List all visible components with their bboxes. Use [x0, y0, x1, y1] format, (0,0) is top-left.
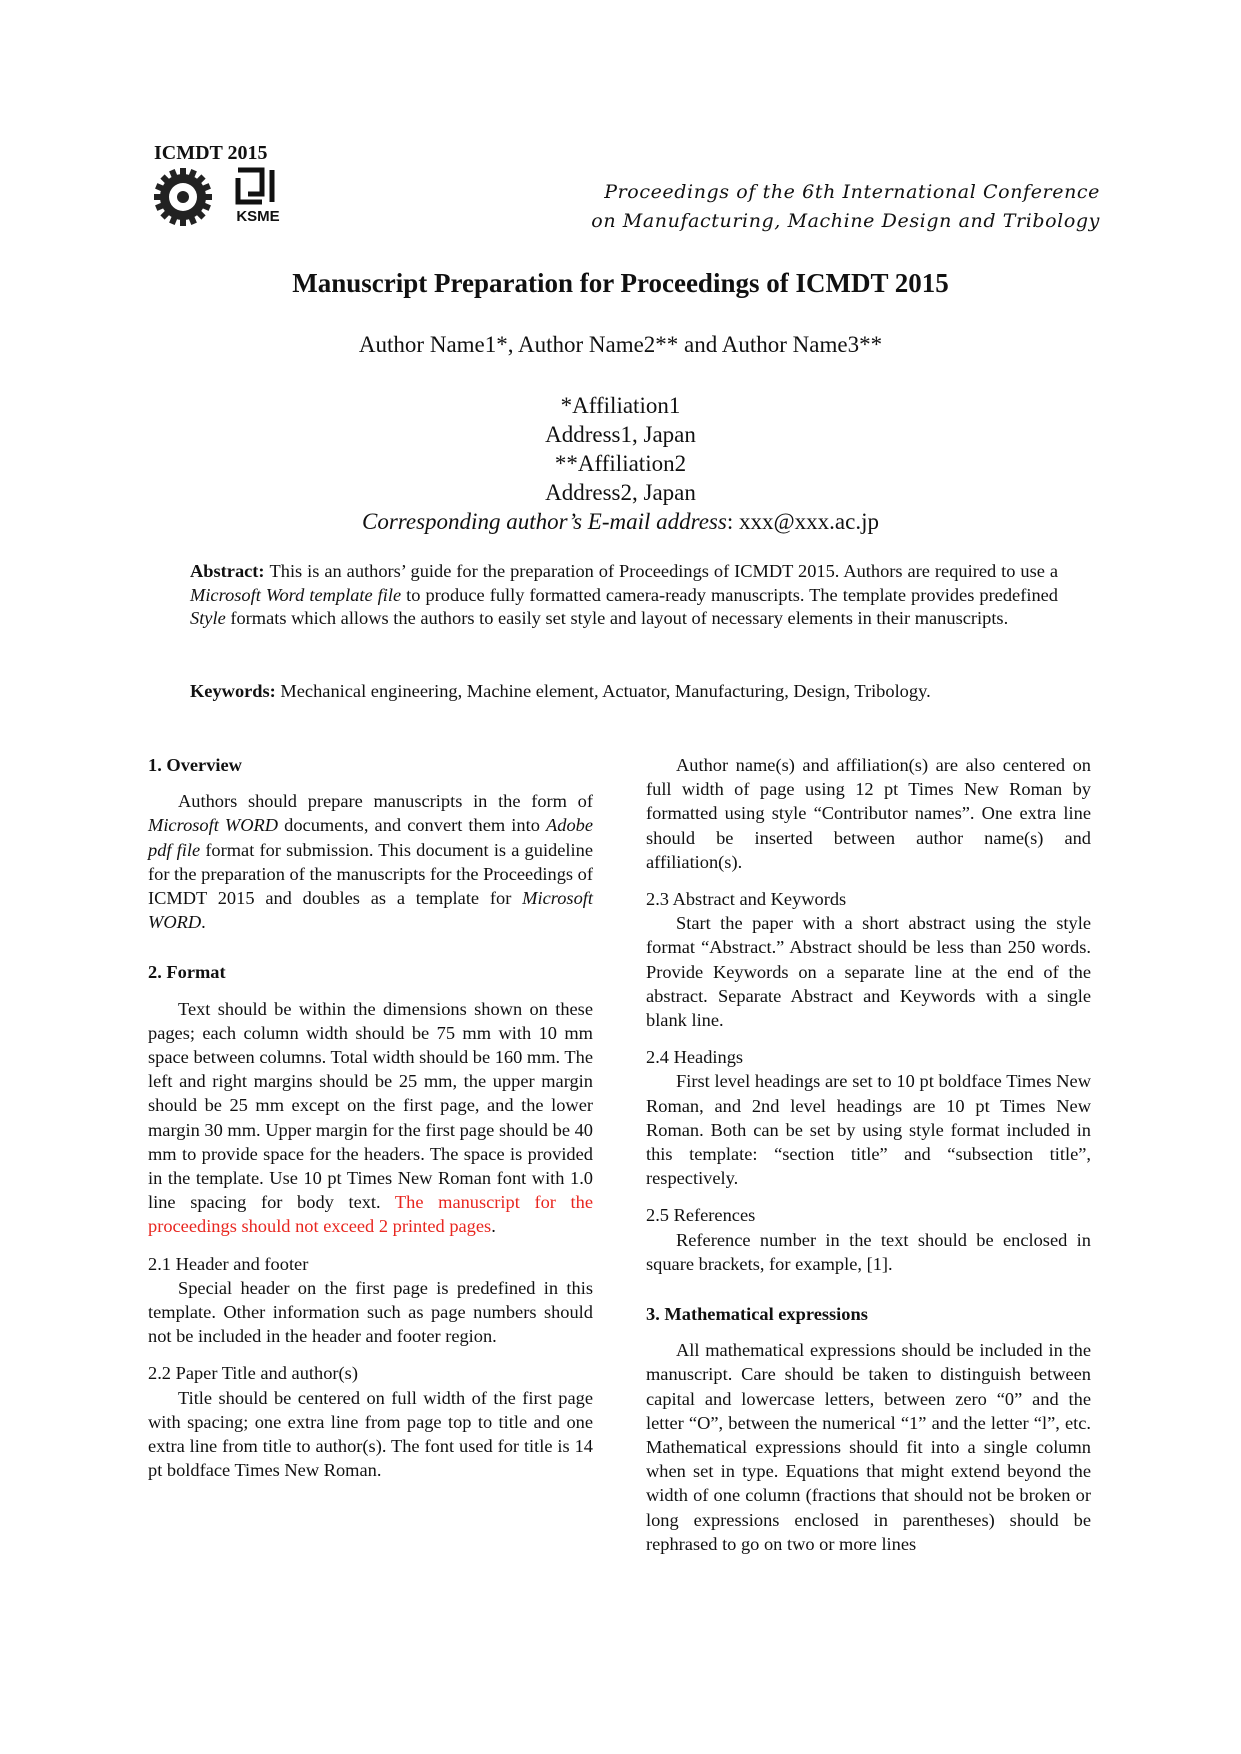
keywords-label: Keywords: — [190, 681, 281, 701]
abstract-text-1: This is an authors’ guide for the preparation of Proceedings of ICMDT 2015. Authors are required to use a — [269, 561, 1058, 581]
corresponding-email — [0, 507, 1241, 536]
subsection-title-headings: 2.4 Headings — [646, 1047, 744, 1068]
math-paragraph: All mathematical expressions should be included in the manuscript. Care should be taken to distinguish between capital and lowercase letters, between zero “0” and the letter “O”, between the numerical “1” and the letter “l”, etc. Mathematical expressions should fit into a single column when set in type. Equations that might extend beyond the width of one column (fractions that should not be broken or long expressions enclosed in parentheses) should be rephrased to go on two or more lines — [646, 1340, 1091, 1554]
page-limit-note: The manuscript for the proceedings should not exceed 2 printed pages — [148, 1192, 593, 1237]
abstract-text-3: formats which allows the authors to easily set style and layout of necessary elements in their manuscripts. — [225, 608, 1009, 628]
overview-paragraph: Authors should prepare manuscripts in the form of Microsoft WORD documents, and convert them into Adobe pdf file format for submission. This document is a guideline for the preparation of the manuscripts for the Proceedings of ICMDT 2015 and doubles as a template for Microsoft WORD. — [148, 791, 594, 933]
conference-tag: ICMDT 2015 — [154, 142, 268, 164]
abstract-label: Abstract: — [190, 561, 270, 581]
address-2: Address2, Japan — [545, 480, 696, 505]
proceedings-header — [560, 178, 1100, 236]
logo-group — [152, 166, 288, 228]
section-title-format: 2. Format — [148, 962, 226, 983]
headings-paragraph: First level headings are set to 10 pt boldface Times New Roman, and 2nd level headings are 10 pt Times New Roman. Both can be set by using style format included in this template: “section title” and “subsection title”, respectively. — [646, 1071, 1091, 1189]
keywords — [190, 680, 1058, 704]
section-title-overview: 1. Overview — [148, 755, 242, 775]
address-1: Address1, Japan — [545, 422, 696, 447]
affiliations — [0, 391, 1241, 536]
author-names-paragraph: Author name(s) and affiliation(s) are also centered on full width of page using 12 pt Times New Roman by formatted using style “Contributor names”. One extra line should be inserted between author name(s) and affiliation(s). — [646, 755, 1091, 872]
abstract-keywords-paragraph: Start the paper with a short abstract using the style format “Abstract.” Abstract should be less than 250 words. Provide Keywords on a separate line at the end of the abstract. Separate Abstract and Keywords with a single blank line. — [646, 913, 1091, 1031]
subsection-title-paper-title: 2.2 Paper Title and author(s) — [148, 1363, 358, 1384]
subsection-title-abstract: 2.3 Abstract and Keywords — [646, 889, 847, 910]
format-paragraph: Text should be within the dimensions shown on these pages; each column width should be 75 mm with 10 mm space between columns. Total width should be 160 mm. The left and right margins should be 25 mm, the upper margin should be 25 mm except on the first page, and the lower margin 30 mm. Upper margin for the first page should be 40 mm to provide space for the headers. The space is provided in the template. Use 10 pt Times New Roman font with 1.0 line spacing for body text. The manuscript for the proceedings should not exceed 2 printed pages. — [148, 998, 593, 1237]
paper-title: Manuscript Preparation for Proceedings of ICMDT 2015 — [292, 268, 949, 298]
proceedings-line-2: on Manufacturing, Machine Design and Tribology — [591, 210, 1100, 232]
proceedings-line-1: Proceedings of the 6th International Conference — [604, 181, 1100, 203]
subsection-title-header-footer: 2.1 Header and footer — [148, 1253, 309, 1274]
left-column — [148, 753, 593, 1482]
jsme-logo — [152, 166, 214, 228]
svg-text:KSME: KSME — [236, 208, 280, 224]
email-label: Corresponding author’s E-mail address — [362, 509, 727, 534]
abstract-emph-2: Style — [190, 608, 226, 628]
email-address: xxx@xxx.ac.jp — [738, 509, 879, 534]
subsection-title-references: 2.5 References — [646, 1205, 756, 1226]
keywords-text: Mechanical engineering, Machine element, Actuator, Manufacturing, Design, Tribology. — [280, 681, 931, 701]
abstract-emph-1: Microsoft Word template file — [190, 584, 402, 605]
abstract-text-2: to produce fully formatted camera-ready manuscripts. The template provides predefined — [401, 584, 1058, 605]
affiliation-2: **Affiliation2 — [554, 451, 687, 476]
references-paragraph: Reference number in the text should be enclosed in square brackets, for example, [1]. — [646, 1229, 1091, 1274]
email-sep: : — [726, 509, 739, 534]
paper-title-paragraph: Title should be centered on full width of the first page with spacing; one extra line from page top to title and one extra line from title to author(s). The font used for title is 14 pt boldface Times New Roman. — [148, 1387, 593, 1481]
ksme-logo — [228, 166, 288, 224]
right-column — [646, 753, 1091, 1556]
abstract — [190, 560, 1058, 631]
section-title-math: 3. Mathematical expressions — [646, 1304, 868, 1325]
header-footer-paragraph: Special header on the first page is predefined in this template. Other information such as page numbers should not be included in the header and footer region. — [148, 1277, 593, 1347]
affiliation-1: *Affiliation1 — [560, 393, 681, 418]
author-list: Author Name1*, Author Name2** and Author Name3** — [358, 332, 883, 357]
